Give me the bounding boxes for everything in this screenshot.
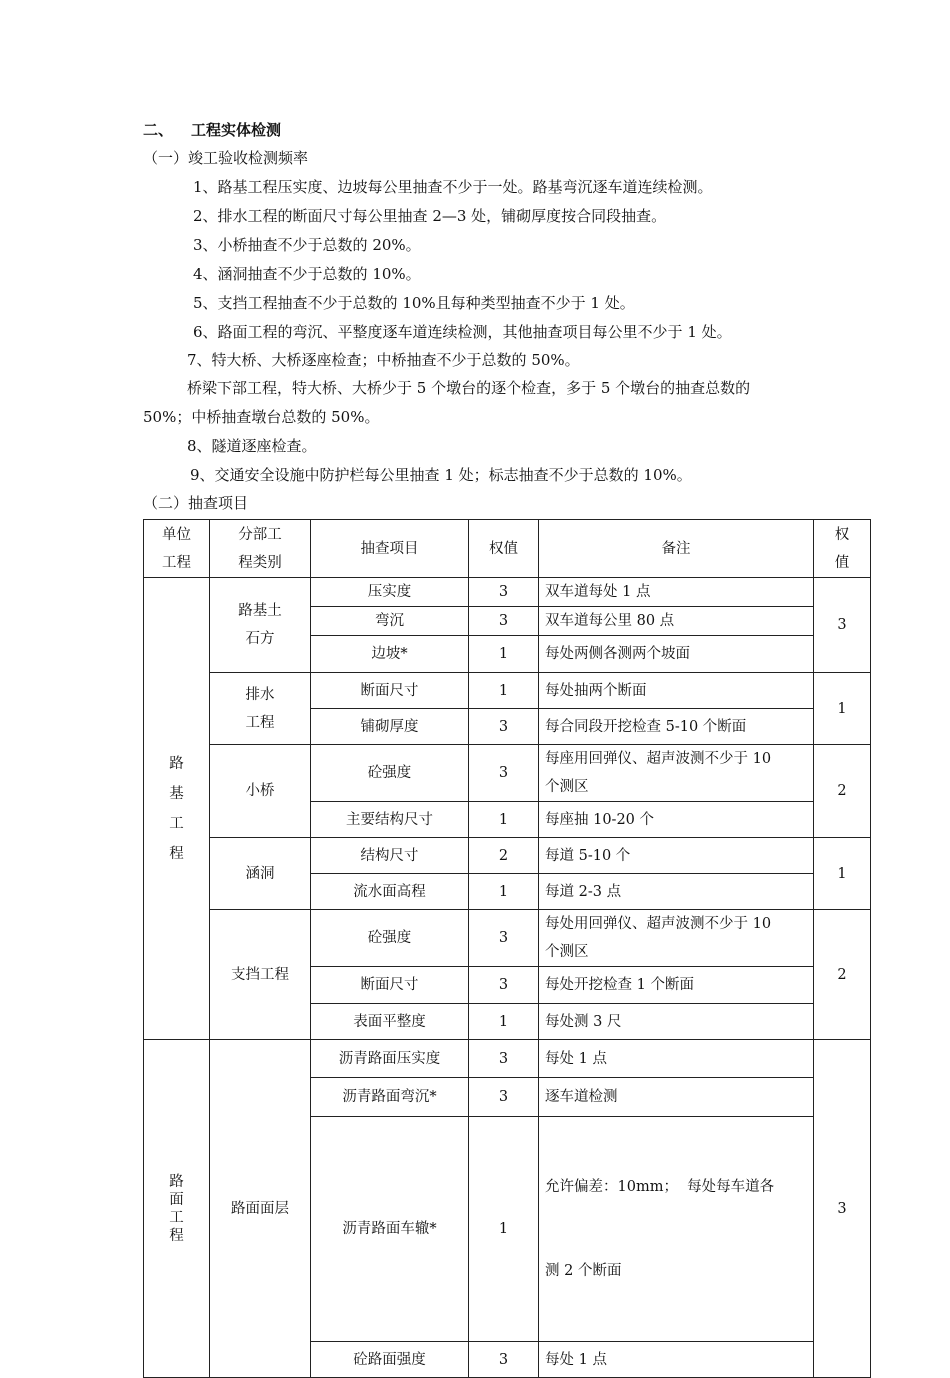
bridge-note-line-1: 桥梁下部工程，特大桥、大桥少于 5 个墩台的逐个检查，多于 5 个墩台的抽查总数的: [187, 379, 751, 397]
group-weight-small-bridge: 2: [814, 745, 871, 838]
weight-cell: 3: [469, 709, 539, 745]
header-weight: 权值: [469, 520, 539, 578]
item-cell: 断面尺寸: [311, 967, 469, 1004]
note-cell: 每道 5-10 个: [539, 838, 814, 874]
unit-subgrade-char-3: 工: [169, 815, 184, 832]
group-small-bridge: 小桥: [210, 745, 311, 838]
weight-cell: 3: [469, 607, 539, 636]
note-cell: 每处测 3 尺: [539, 1004, 814, 1040]
header-item: 抽查项目: [311, 520, 469, 578]
group-drainage-line1: 排水: [245, 686, 275, 703]
group-earthwork-line1: 路基土: [238, 603, 282, 619]
group-surface-layer: 路面面层: [210, 1040, 311, 1378]
unit-pavement-char-4: 程: [169, 1227, 184, 1244]
unit-cell-subgrade: [144, 578, 210, 1040]
header-note: 备注: [539, 520, 814, 578]
weight-cell: 1: [469, 636, 539, 673]
section-number: 二、: [143, 121, 174, 139]
note-line2: 测 2 个断面: [545, 1263, 622, 1279]
item-cell: 砼强度: [311, 745, 469, 802]
section-title: 工程实体检测: [191, 121, 282, 139]
weight-cell: 2: [469, 838, 539, 874]
item-cell: 主要结构尺寸: [311, 802, 469, 838]
table-row: [144, 910, 871, 967]
note-cell: 每合同段开挖检查 5-10 个断面: [539, 709, 814, 745]
header-category-line1: 分部工: [238, 526, 282, 543]
table-row: [144, 578, 871, 607]
unit-cell-pavement: [144, 1040, 210, 1378]
item-cell: 铺砌厚度: [311, 709, 469, 745]
list-item-3: 3、小桥抽查不少于总数的 20%。: [193, 236, 421, 254]
note-cell: [539, 1117, 814, 1342]
item-cell: 边坡*: [311, 636, 469, 673]
list-item-6: 6、路面工程的弯沉、平整度逐车道连续检测，其他抽查项目每公里不少于 1 处。: [193, 323, 732, 341]
table-row: [144, 838, 871, 874]
item-cell: 表面平整度: [311, 1004, 469, 1040]
note-cell: [539, 745, 814, 802]
unit-pavement-char-2: 面: [169, 1191, 184, 1208]
table-row: [144, 1040, 871, 1078]
weight-cell: 3: [469, 910, 539, 967]
item-cell: 弯沉: [311, 607, 469, 636]
item-cell: 压实度: [311, 578, 469, 607]
header-unit-line2: 工程: [162, 554, 191, 571]
list-item-1: 1、路基工程压实度、边坡每公里抽查不少于一处。路基弯沉逐车道连续检测。: [193, 178, 713, 196]
item-cell: 砼强度: [311, 910, 469, 967]
item-cell: 沥青路面弯沉*: [311, 1078, 469, 1117]
table-row: [144, 673, 871, 709]
group-earthwork-line2: 石方: [245, 631, 275, 647]
note-cell: 双车道每处 1 点: [539, 578, 814, 607]
bridge-note-line-2: 50%；中桥抽查墩台总数的 50%。: [143, 408, 380, 426]
item-cell: 流水面高程: [311, 874, 469, 910]
list-item-4: 4、涵洞抽查不少于总数的 10%。: [193, 265, 421, 283]
table-header-row: [144, 520, 871, 578]
group-weight-drainage: 1: [814, 673, 871, 745]
weight-cell: 3: [469, 967, 539, 1004]
weight-cell: 1: [469, 874, 539, 910]
unit-subgrade-char-1: 路: [169, 755, 184, 772]
note-line2: 个测区: [545, 779, 589, 795]
subsection-title-1: （一）竣工验收检测频率: [143, 149, 309, 167]
note-line1: 每处用回弹仪、超声波测不少于 10: [545, 916, 772, 932]
note-line1: 每座用回弹仪、超声波测不少于 10: [545, 751, 772, 767]
group-weight-surface-layer: 3: [814, 1040, 871, 1378]
subsection-title-2: （二）抽查项目: [143, 494, 249, 512]
list-item-9: 9、交通安全设施中防护栏每公里抽查 1 处；标志抽查不少于总数的 10%。: [190, 466, 692, 484]
weight-cell: 1: [469, 1004, 539, 1040]
item-cell: 砼路面强度: [311, 1342, 469, 1378]
weight-cell: 3: [469, 1040, 539, 1078]
header-category-line2: 程类别: [238, 554, 282, 571]
table-row: [144, 745, 871, 802]
note-cell: 每处 1 点: [539, 1040, 814, 1078]
group-retaining: 支挡工程: [210, 910, 311, 1040]
header-group-weight-line2: 值: [834, 554, 850, 571]
note-cell: 每处 1 点: [539, 1342, 814, 1378]
weight-cell: 1: [469, 802, 539, 838]
weight-cell: 3: [469, 1078, 539, 1117]
item-cell: 结构尺寸: [311, 838, 469, 874]
header-group-weight-line1: 权: [834, 526, 850, 543]
weight-cell: 1: [469, 673, 539, 709]
unit-subgrade-char-4: 程: [169, 845, 184, 862]
note-cell: 每处两侧各测两个坡面: [539, 636, 814, 673]
note-cell: 每处开挖检查 1 个断面: [539, 967, 814, 1004]
group-culvert: 涵洞: [210, 838, 311, 910]
note-line2: 个测区: [545, 944, 589, 960]
note-cell: 逐车道检测: [539, 1078, 814, 1117]
list-item-7: 7、特大桥、大桥逐座检查；中桥抽查不少于总数的 50%。: [187, 351, 580, 369]
inspection-table: [143, 519, 871, 1378]
list-item-8: 8、隧道逐座检查。: [187, 437, 317, 455]
weight-cell: 3: [469, 1342, 539, 1378]
group-drainage: [210, 673, 311, 745]
group-earthwork: [210, 578, 311, 673]
weight-cell: 3: [469, 578, 539, 607]
unit-pavement-char-3: 工: [169, 1209, 184, 1226]
weight-cell: 1: [469, 1117, 539, 1342]
list-item-5: 5、支挡工程抽查不少于总数的 10%且每种类型抽查不少于 1 处。: [193, 294, 635, 312]
unit-pavement-char-1: 路: [169, 1173, 184, 1190]
header-category: [210, 520, 311, 578]
header-unit: [144, 520, 210, 578]
note-cell: 每座抽 10-20 个: [539, 802, 814, 838]
note-line1: 允许偏差：10mm； 每处每车道各: [545, 1179, 775, 1195]
weight-cell: 3: [469, 745, 539, 802]
unit-subgrade-char-2: 基: [169, 785, 184, 802]
group-drainage-line2: 工程: [245, 714, 275, 731]
item-cell: 沥青路面压实度: [311, 1040, 469, 1078]
header-group-weight: [814, 520, 871, 578]
item-cell: 断面尺寸: [311, 673, 469, 709]
group-weight-retaining: 2: [814, 910, 871, 1040]
note-cell: [539, 910, 814, 967]
item-cell: 沥青路面车辙*: [311, 1117, 469, 1342]
list-item-2: 2、排水工程的断面尺寸每公里抽查 2—3 处，铺砌厚度按合同段抽查。: [193, 207, 667, 225]
note-cell: 每处抽两个断面: [539, 673, 814, 709]
section-heading: [143, 120, 281, 140]
header-unit-line1: 单位: [162, 526, 191, 543]
note-cell: 双车道每公里 80 点: [539, 607, 814, 636]
group-weight-culvert: 1: [814, 838, 871, 910]
group-weight-earthwork: 3: [814, 578, 871, 673]
note-cell: 每道 2-3 点: [539, 874, 814, 910]
